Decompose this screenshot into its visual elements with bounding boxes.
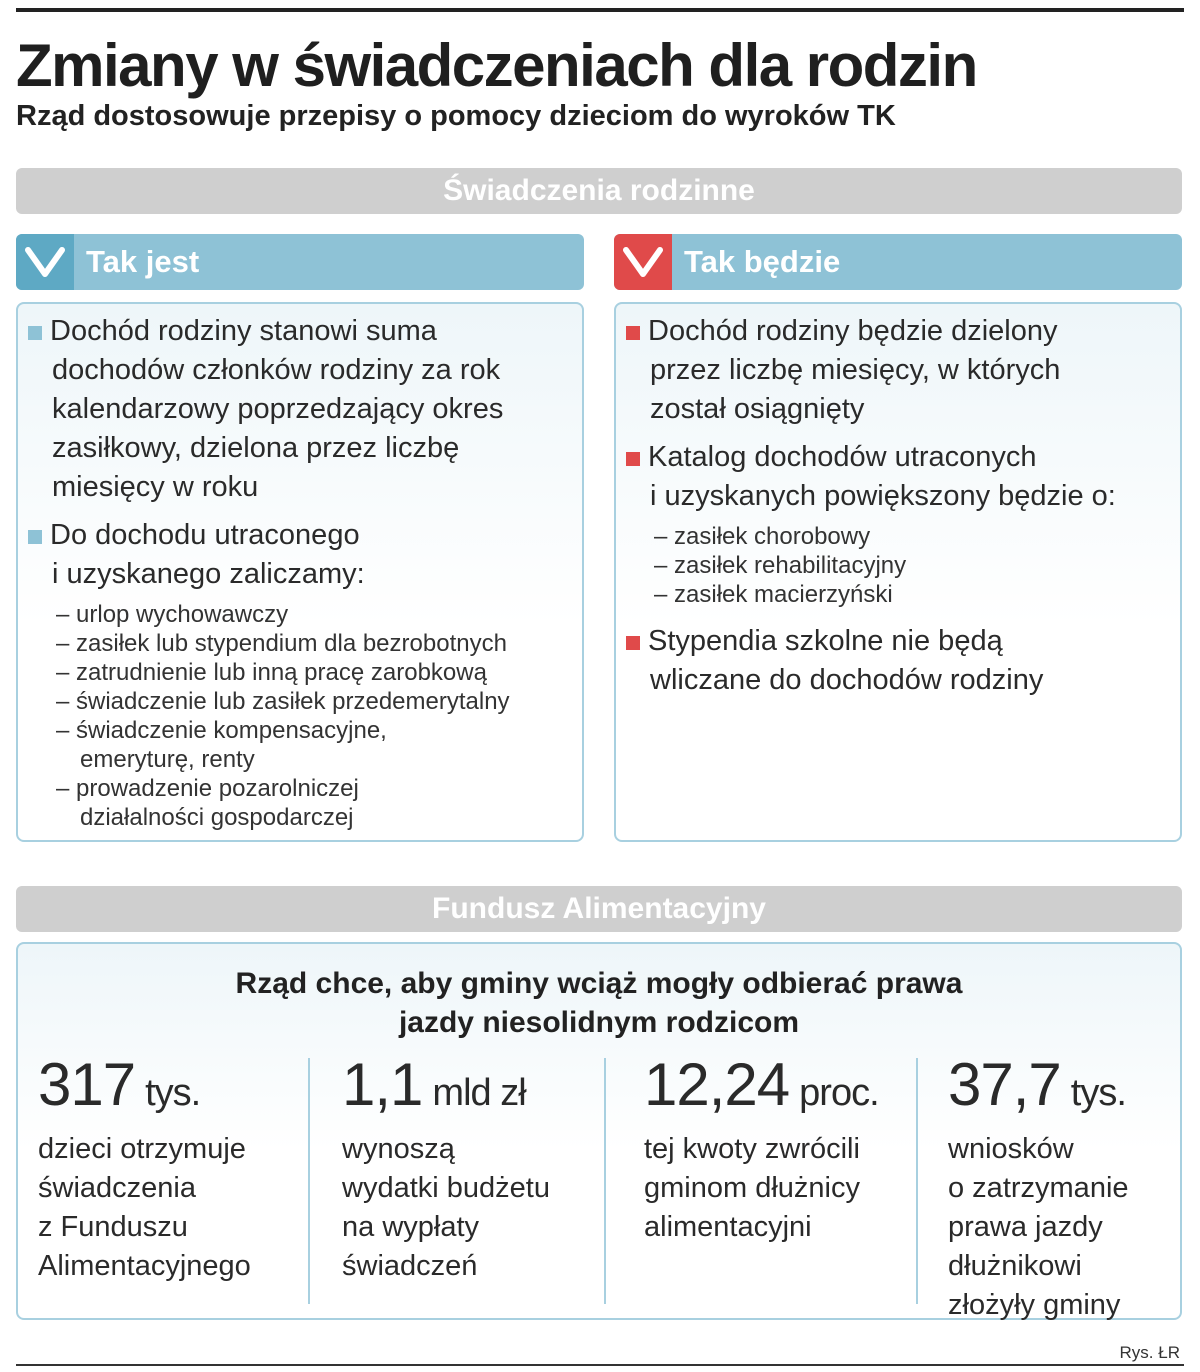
panel-future	[614, 302, 1182, 842]
sub-item-continued: emeryturę, renty	[80, 746, 255, 773]
bullet-square	[626, 326, 640, 340]
sub-item: – świadczenie lub zasiłek przedemerytalny	[56, 688, 510, 715]
column-header-future-label: Tak będzie	[684, 244, 841, 279]
column-divider	[308, 1058, 310, 1304]
column-header-current	[16, 234, 584, 290]
stat-value: 317	[38, 1051, 136, 1118]
sub-item-continued: działalności gospodarczej	[80, 804, 354, 831]
bullet-square	[28, 326, 42, 340]
stat-spending	[342, 1051, 550, 1286]
bullet-item: Stypendia szkolne nie będą wliczane do dochodów rodziny	[626, 622, 1043, 700]
top-rule	[16, 8, 1184, 12]
stat-value: 1,1	[342, 1051, 423, 1118]
sub-item: – świadczenie kompensacyjne,	[56, 717, 387, 744]
stat-description: wynoszą wydatki budżetu na wypłaty świadczeń	[342, 1133, 550, 1282]
bullet-square	[626, 636, 640, 650]
sub-item: – zasiłek chorobowy	[654, 523, 871, 550]
column-header-future	[614, 234, 1182, 290]
bullet-item: Dochód rodziny będzie dzielony przez liczbę miesięcy, w których został osiągnięty	[626, 312, 1060, 429]
stat-value: 12,24	[644, 1051, 790, 1118]
sub-item: – zasiłek rehabilitacyjny	[654, 552, 907, 579]
column-header-current-label: Tak jest	[86, 244, 200, 279]
section-header-alimony-fund: Fundusz Alimentacyjny	[16, 886, 1182, 932]
stat-description: tej kwoty zwrócili gminom dłużnicy alimentacyjni	[644, 1133, 860, 1243]
sub-item: – prowadzenie pozarolniczej	[56, 775, 359, 802]
stat-value: 37,7	[948, 1051, 1061, 1118]
stat-unit: mld zł	[432, 1072, 526, 1114]
bullet-square	[28, 530, 42, 544]
sub-list	[56, 600, 510, 832]
credit: Rys. ŁR	[1119, 1343, 1180, 1362]
stat-repaid	[644, 1051, 879, 1247]
sub-item: – urlop wychowawczy	[56, 601, 289, 628]
stat-unit: tys.	[1070, 1072, 1126, 1114]
bullet-square	[626, 452, 640, 466]
page-subtitle: Rząd dostosowuje przepisy o pomocy dzieciom do wyroków TK	[16, 100, 896, 132]
column-divider	[916, 1058, 918, 1304]
sub-item: – zasiłek macierzyński	[654, 581, 893, 608]
stat-description: wniosków o zatrzymanie prawa jazdy dłużnikowi złożyły gminy	[948, 1133, 1129, 1321]
sub-list	[654, 522, 906, 609]
bullet-item: Do dochodu utraconego i uzyskanego zaliczamy:	[28, 516, 365, 594]
sub-item: – zasiłek lub stypendium dla bezrobotnych	[56, 630, 507, 657]
column-divider	[604, 1058, 606, 1304]
check-icon	[16, 234, 74, 290]
bullet-item: Dochód rodziny stanowi suma dochodów członków rodziny za rok kalendarzowy poprzedzający okres zasiłkowy, dzielona przez liczbę miesięcy w roku	[28, 312, 503, 507]
stat-unit: tys.	[145, 1072, 201, 1114]
sub-item: – zatrudnienie lub inną pracę zarobkową	[56, 659, 487, 686]
panel-alimony-fund	[16, 942, 1182, 1320]
bottom-rule	[16, 1364, 1184, 1366]
check-icon	[614, 234, 672, 290]
stat-unit: proc.	[799, 1072, 879, 1114]
fund-headline: Rząd chce, aby gminy wciąż mogły odbierać prawa jazdy niesolidnym rodzicom	[235, 967, 963, 1039]
stat-description: dzieci otrzymuje świadczenia z Funduszu Alimentacyjnego	[38, 1133, 251, 1282]
stat-children	[38, 1051, 251, 1286]
stat-applications	[948, 1051, 1129, 1325]
panel-current	[16, 302, 584, 842]
page-title: Zmiany w świadczeniach dla rodzin	[16, 32, 977, 99]
section-header-family-benefits: Świadczenia rodzinne	[16, 168, 1182, 214]
bullet-item: Katalog dochodów utraconych i uzyskanych powiększony będzie o:	[626, 438, 1116, 516]
